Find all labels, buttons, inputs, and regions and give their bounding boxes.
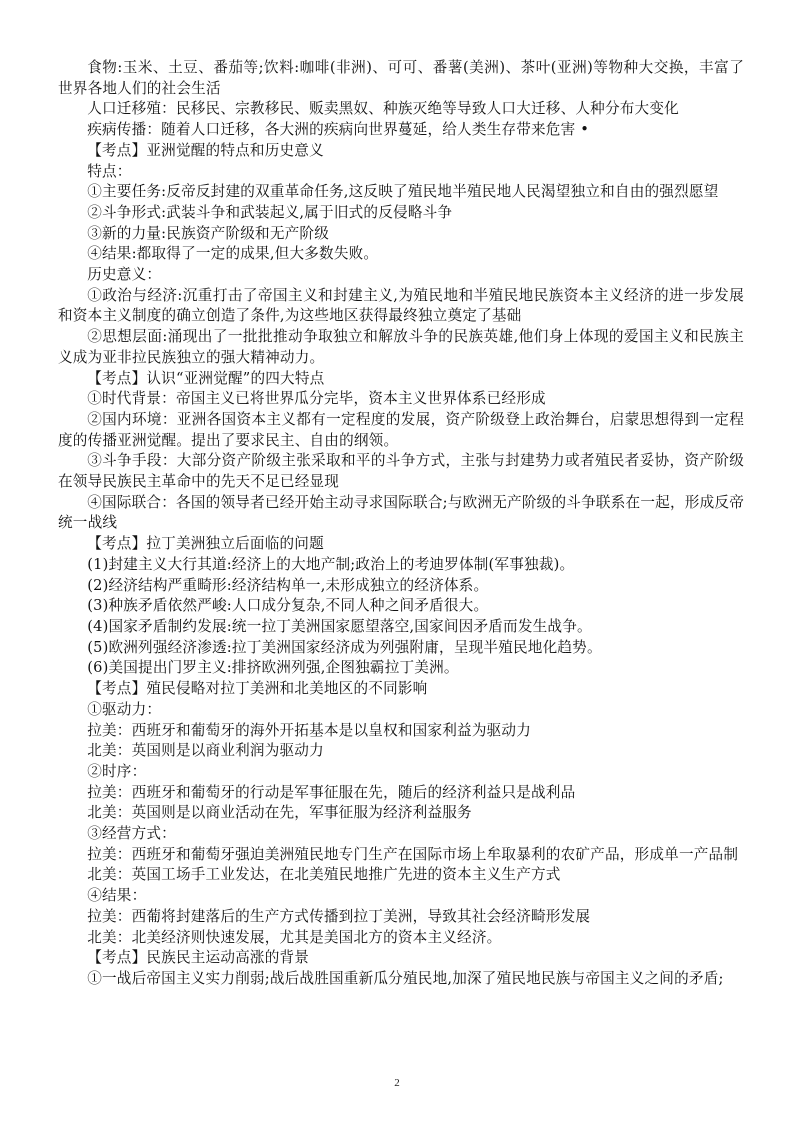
paragraph: 疾病传播：随着人口迁移，各大洲的疾病向世界蔓延，给人类生存带来危害 • xyxy=(87,121,590,139)
paragraph: 特点： xyxy=(87,162,132,180)
paragraph: ③经营方式： xyxy=(87,825,176,843)
section-heading: 【考点】民族民主运动高涨的背景 xyxy=(87,949,310,967)
paragraph: 拉美：西葡将封建落后的生产方式传播到拉丁美洲，导致其社会经济畸形发展 xyxy=(87,907,591,925)
paragraph: (2)经济结构严重畸形:经济结构单一,未形成独立的经济体系。 xyxy=(87,576,489,594)
paragraph: 北美：北美经济则快速发展，尤其是美国北方的资本主义经济。 xyxy=(87,928,502,946)
paragraph: (3)种族矛盾依然严峻:人口成分复杂,不同人种之间矛盾很大。 xyxy=(87,597,489,615)
section-heading: 【考点】殖民侵略对拉丁美洲和北美地区的不同影响 xyxy=(87,680,428,698)
paragraph: 北美：英国则是以商业利润为驱动力 xyxy=(87,742,324,760)
paragraph: 拉美：西班牙和葡萄牙强迫美洲殖民地专门生产在国际市场上牟取暴利的农矿产品，形成单一产品制 xyxy=(87,845,739,863)
paragraph: ②思想层面:涌现出了一批批推动争取独立和解放斗争的民族英雄,他们身上体现的爱国主义和民族主义成为亚非拉民族独立的强大精神动力。 xyxy=(58,328,744,366)
paragraph: ④结果:都取得了一定的成果,但大多数失败。 xyxy=(87,245,379,263)
paragraph: (5)欧洲列强经济渗透:拉丁美洲国家经济成为列强附庸，呈现半殖民地化趋势。 xyxy=(87,638,602,656)
paragraph: ①时代背景：帝国主义已将世界瓜分完毕，资本主义世界体系已经形成 xyxy=(87,390,546,408)
document-body xyxy=(58,58,744,990)
page-number: 2 xyxy=(394,1077,400,1089)
paragraph: ②国内环境：亚洲各国资本主义都有一定程度的发展，资产阶级登上政治舞台，启蒙思想得到一定程度的传播亚洲觉醒。提出了要求民主、自由的纲领。 xyxy=(58,410,744,449)
paragraph: (4)国家矛盾制约发展:统一拉丁美洲国家愿望落空,国家间因矛盾而发生战争。 xyxy=(87,617,592,635)
paragraph: ①驱动力： xyxy=(87,700,162,718)
paragraph: 拉美：西班牙和葡萄牙的行动是军事征服在先，随后的经济利益只是战利品 xyxy=(87,783,576,801)
paragraph: 拉美：西班牙和葡萄牙的海外开拓基本是以皇权和国家利益为驱动力 xyxy=(87,721,532,739)
paragraph: (1)封建主义大行其道:经济上的大地产制;政治上的考迪罗体制(军事独裁)。 xyxy=(87,555,575,573)
paragraph: 北美：英国则是以商业活动在先，军事征服为经济利益服务 xyxy=(87,804,472,822)
paragraph: ②时序： xyxy=(87,762,147,780)
paragraph: ④结果： xyxy=(87,887,147,905)
paragraph: ②斗争形式:武装斗争和武装起义,属于旧式的反侵略斗争 xyxy=(87,203,453,221)
paragraph: 食物:玉米、土豆、番茄等;饮料:咖啡(非洲)、可可、番薯(美洲)、茶叶(亚洲)等物种大交换，丰富了世界各地人们的社会生活 xyxy=(58,59,744,97)
paragraph: (6)美国提出门罗主义:排挤欧洲列强,企图独霸拉丁美洲。 xyxy=(87,659,459,677)
paragraph: ③新的力量:民族资产阶级和无产阶级 xyxy=(87,224,330,242)
paragraph: ④国际联合：各国的领导者已经开始主动寻求国际联合;与欧洲无产阶级的斗争联系在一起，形成反帝统一战线 xyxy=(58,493,744,532)
paragraph: ①主要任务:反帝反封建的双重革命任务,这反映了殖民地半殖民地人民渴望独立和自由的强烈愿望 xyxy=(87,183,719,201)
section-heading: 【考点】认识“亚洲觉醒”的四大特点 xyxy=(87,369,325,387)
paragraph: 历史意义： xyxy=(87,266,162,284)
section-heading: 【考点】亚洲觉醒的特点和历史意义 xyxy=(87,141,324,159)
section-heading: 【考点】拉丁美洲独立后面临的问题 xyxy=(87,535,324,553)
paragraph: ③斗争手段：大部分资产阶级主张采取和平的斗争方式，主张与封建势力或者殖民者妥协，资产阶级在领导民族民主革命中的先天不足已经显现 xyxy=(58,452,744,491)
paragraph: 人口迁移殖：民移民、宗教移民、贩卖黑奴、种族灭绝等导致人口大迁移、人种分布大变化 xyxy=(87,100,679,118)
paragraph: 北美：英国工场手工业发达，在北美殖民地推广先进的资本主义生产方式 xyxy=(87,866,561,884)
paragraph: ①政治与经济:沉重打击了帝国主义和封建主义,为殖民地和半殖民地民族资本主义经济的进一步发展和资本主义制度的确立创造了条件,为这些地区获得最终独立奠定了基础 xyxy=(58,286,744,325)
paragraph: ①一战后帝国主义实力削弱;战后战胜国重新瓜分殖民地,加深了殖民地民族与帝国主义之间的矛盾; xyxy=(87,969,724,987)
